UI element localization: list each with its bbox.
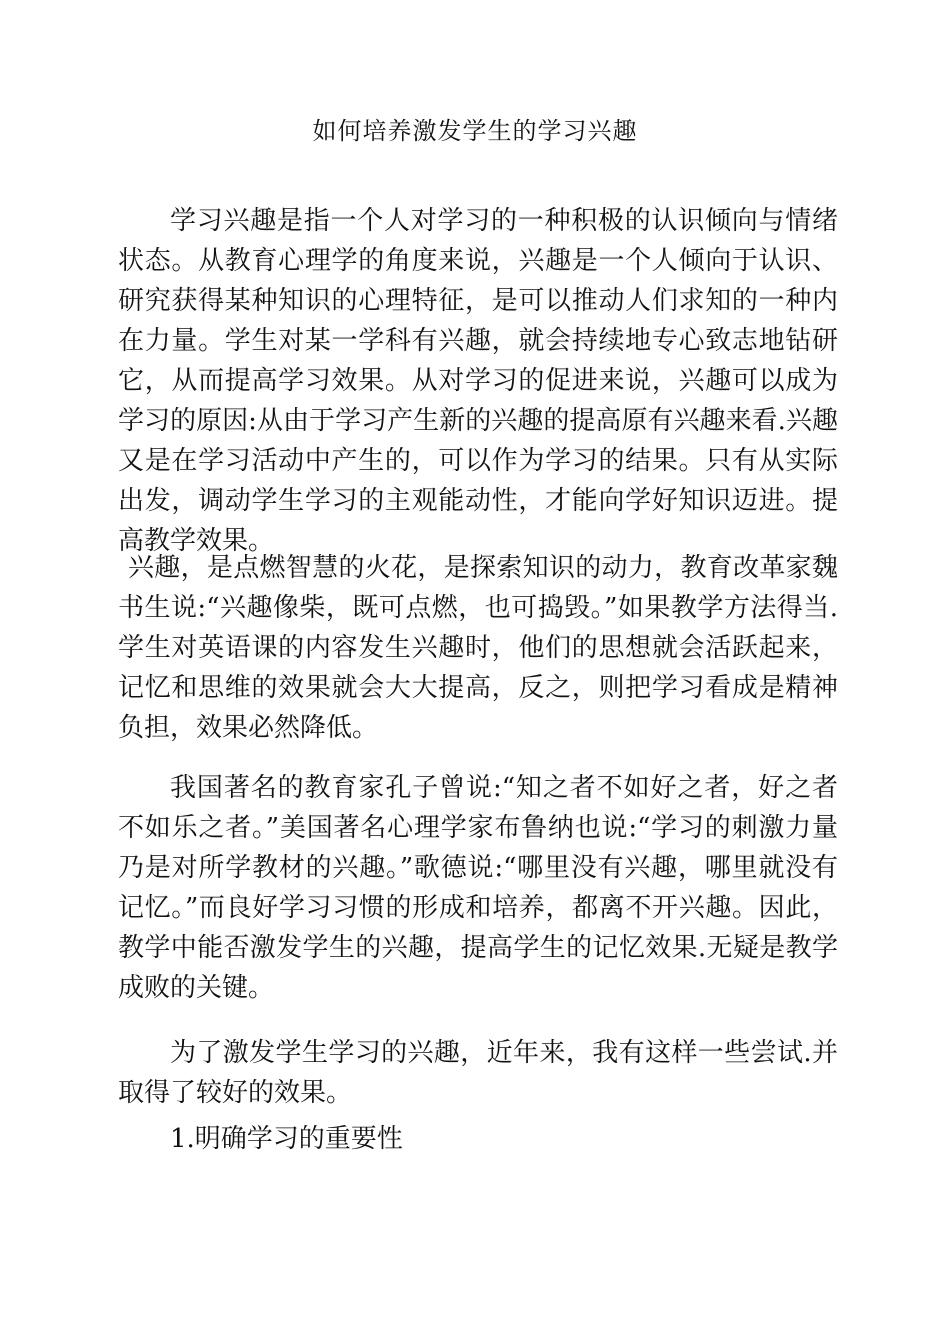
- paragraph-quotes: 我国著名的教育家孔子曾说:“知之者不如好之者，好之者不如乐之者。”美国著名心理学家布鲁纳也说:“学习的刺激力量乃是对所学教材的兴趣。”歌德说:“哪里没有兴趣，哪里就没有记忆。”而良好学习习惯的形成和培养，都离不开兴趣。因此，教学中能否激发学生的兴趣，提高学生的记忆效果.无疑是教学成败的关键。: [118, 773, 838, 1003]
- section-heading-importance: 1.明确学习的重要性: [170, 1124, 403, 1154]
- paragraph-attempts: 为了激发学生学习的兴趣，近年来，我有这样一些尝试.并取得了较好的效果。: [118, 1038, 838, 1108]
- paragraph-interest-spark: 兴趣，是点燃智慧的火花，是探索知识的动力，教育改革家魏书生说:“兴趣像柴，既可点燃，也可捣毁。”如果教学方法得当.学生对英语课的内容发生兴趣时，他们的思想就会活跃起来，记忆和思维的效果就会大大提高，反之，则把学习看成是精神负担，效果必然降低。: [118, 553, 838, 743]
- paragraph-learning-interest-definition: 学习兴趣是指一个人对学习的一种积极的认识倾向与情绪状态。从教育心理学的角度来说，兴趣是一个人倾向于认识、研究获得某种知识的心理特征，是可以推动人们求知的一种内在力量。学生对某一学科有兴趣，就会持续地专心致志地钻研它，从而提高学习效果。从对学习的促进来说，兴趣可以成为学习的原因:从由于学习产生新的兴趣的提高原有兴趣来看.兴趣又是在学习活动中产生的，可以作为学习的结果。只有从实际出发，调动学生学习的主观能动性，才能向学好知识迈进。提高教学效果。: [118, 206, 838, 556]
- document-title: 如何培养激发学生的学习兴趣: [312, 117, 638, 145]
